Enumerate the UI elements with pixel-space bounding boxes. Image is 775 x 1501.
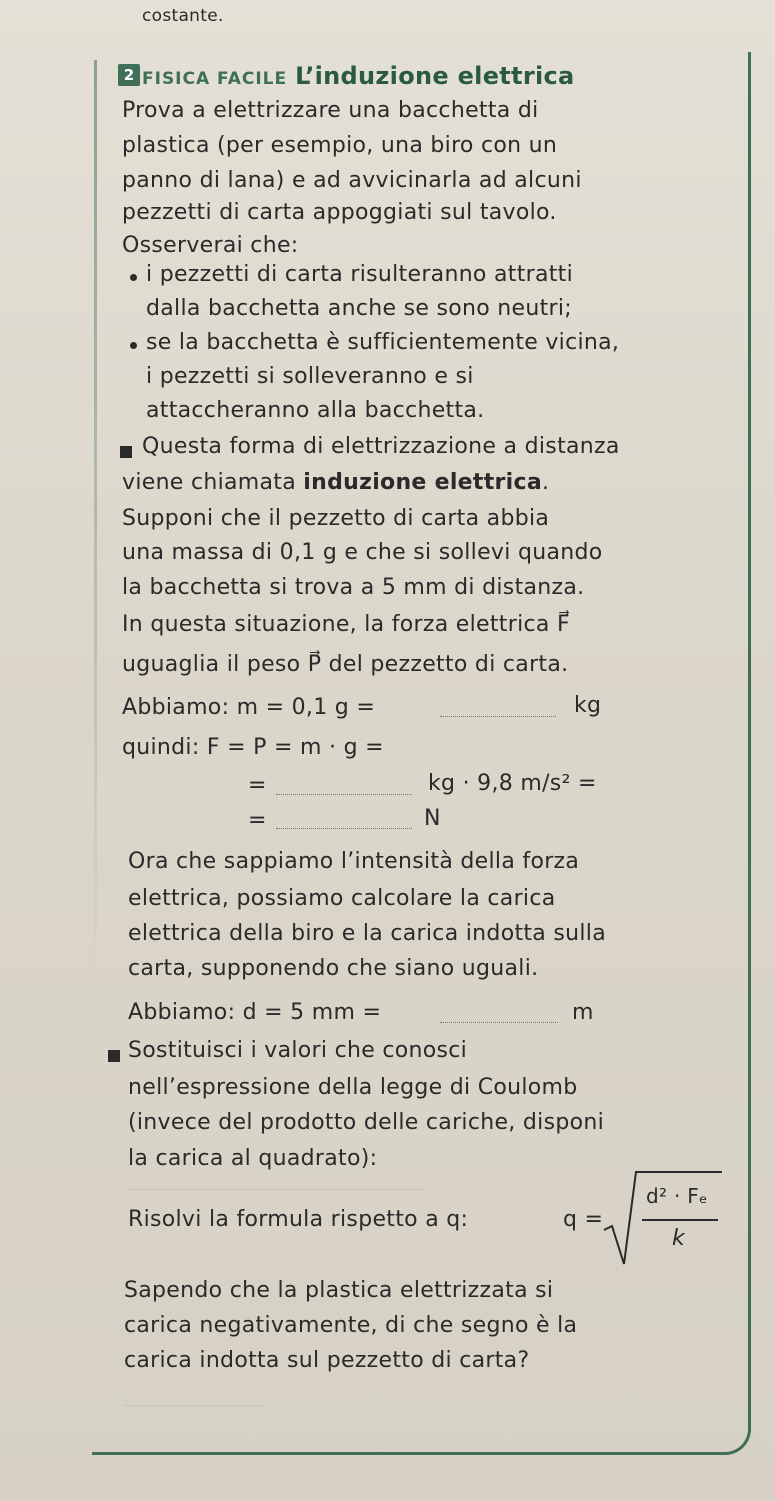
p1-line-5: la bacchetta si trova a 5 mm di distanza. [122,575,585,600]
bullet-1-line-1: i pezzetti di carta risulteranno attratti [146,262,574,287]
p1-line-1: Questa forma di elettrizzazione a distanza [142,434,620,459]
section-tag: FISICA FACILE [142,69,288,89]
exercise-number-badge: 2 [118,64,140,86]
mass-label: Abbiamo: m = 0,1 g = [122,695,376,720]
square-bullet-icon [120,446,132,458]
force-unit-n: N [424,806,441,831]
section-heading [142,62,575,90]
intro-line-1: Prova a elettrizzare una bacchetta di [122,98,539,123]
p1-line-2a: viene chiamata [122,470,304,495]
p1-line-6: In questa situazione, la forza elettrica F⃗ [122,612,570,637]
intro-line-2: plastica (per esempio, una biro con un [122,133,558,158]
intro-line-3: panno di lana) e ad avvicinarla ad alcuni [122,168,582,193]
p1-line-2c: . [542,470,550,495]
p3-line-1: Sostituisci i valori che conosci [128,1038,468,1063]
sign-answer-line[interactable] [124,1405,264,1406]
bullet-1-line-2: dalla bacchetta anche se sono neutri; [146,296,573,321]
p3-line-4: la carica al quadrato): [128,1146,378,1171]
square-bullet-icon [108,1050,120,1062]
mass-unit-kg: kg [574,693,602,718]
bullet-2-line-2: i pezzetti si solleveranno e si [146,364,474,389]
force-result-blank[interactable] [276,828,412,829]
p3-line-3: (invece del prodotto delle cariche, disponi [128,1110,605,1135]
fraction-numerator: d² · Fₑ [646,1184,708,1208]
solve-lhs: q = [563,1207,604,1232]
fraction-denominator: k [672,1226,686,1251]
solve-text: Risolvi la formula rispetto a q: [128,1207,469,1232]
p3-line-2: nell’espressione della legge di Coulomb [128,1075,578,1100]
bullet-dot-icon [130,274,137,281]
distance-m-blank[interactable] [440,1022,558,1023]
p2-line-1: Ora che sappiamo l’intensità della forza [128,849,580,874]
p4-line-2: carica negativamente, di che segno è la [124,1313,578,1338]
p1-line-7: uguaglia il peso P⃗ del pezzetto di carta. [122,652,569,677]
equals-sign-2: = [248,808,267,833]
bullet-2-line-1: se la bacchetta è sufficientemente vicina, [146,330,620,355]
mass-kg-blank[interactable] [440,716,556,717]
p1-line-2 [122,470,549,495]
p2-line-2: elettrica, possiamo calcolare la carica [128,886,556,911]
p1-line-4: una massa di 0,1 g e che si sollevi quando [122,540,603,565]
p1-line-3: Supponi che il pezzetto di carta abbia [122,506,550,531]
force-multiplier: kg · 9,8 m/s² = [428,771,597,796]
intro-line-4: pezzetti di carta appoggiati sul tavolo. [122,200,557,225]
p2-line-4: carta, supponendo che siano uguali. [128,956,539,981]
p4-line-3: carica indotta sul pezzetto di carta? [124,1348,530,1373]
exercise-box-left-edge [94,60,97,1380]
distance-unit-m: m [572,1000,594,1025]
distance-label: Abbiamo: d = 5 mm = [128,1000,382,1025]
coulomb-answer-line[interactable] [128,1189,424,1190]
section-title: L’induzione elettrica [295,62,575,90]
mass-value-blank[interactable] [276,794,412,795]
bullet-2-line-3: attaccheranno alla bacchetta. [146,398,485,423]
equals-sign-1: = [248,773,267,798]
previous-text-fragment: costante. [142,6,224,26]
force-formula: quindi: F = P = m · g = [122,735,384,760]
bullet-dot-icon [130,342,137,349]
intro-line-5: Osserverai che: [122,233,299,258]
p2-line-3: elettrica della biro e la carica indotta sulla [128,921,606,946]
term-induzione-elettrica: induzione elettrica [303,470,543,495]
p4-line-1: Sapendo che la plastica elettrizzata si [124,1278,554,1303]
